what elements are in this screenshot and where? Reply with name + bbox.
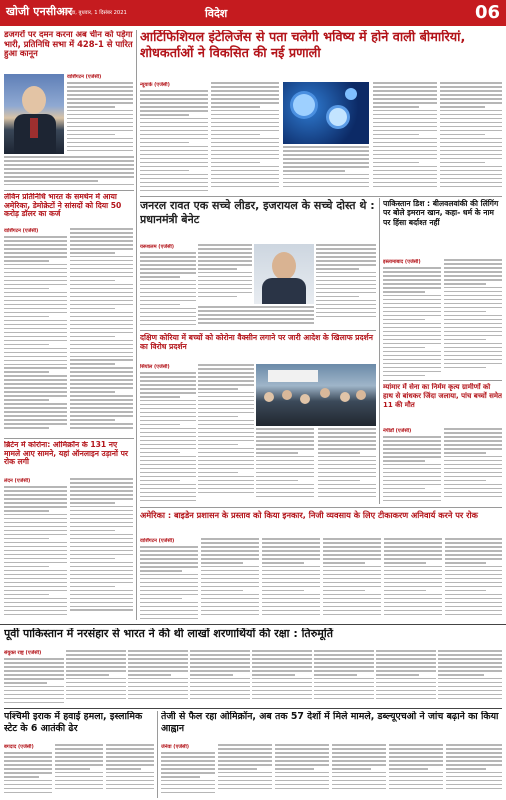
omicron-byline: जेनेवा (एजेंसी) [161, 744, 190, 750]
newspaper-logo: खोजी एनसीआर [6, 5, 73, 18]
dateline: नोएडा, बुधवार, 1 दिसंबर 2021 [64, 10, 127, 16]
left-low-headline: ब्रिटेन में कोरोना: ओमिक्रॉन के 131 नए मामले आए सामने, यहां ऑनलाइन उड़ानों पर रोक लगी [4, 441, 128, 467]
masthead [0, 0, 506, 26]
biden-photo [4, 74, 64, 154]
left-top-headline: डजगरों पर दमन करना अब चीन को पड़ेगा भारी, प्रतिनिधि सभा में 428-1 से पारित हुआ कानून [4, 30, 133, 59]
main-byline: न्यूयार्क (एजेंसी) [140, 82, 170, 88]
main-headline: आर्टिफिशियल इंटेलिजेंस से पता चलेगी भविष्य में होने वाली बीमारियां, शोधकर्ताओं ने विकसित की नई प्रणाली [140, 30, 466, 61]
us-byline: वाशिंगटन (एजेंसी) [140, 538, 175, 544]
bennett-photo [254, 244, 314, 304]
left-mid-byline: वाशिंगटन (एजेंसी) [4, 228, 39, 234]
pakistan-byline: इस्लामाबाद (एजेंसी) [383, 259, 421, 265]
korea-byline: सियोल (एजेंसी) [140, 364, 170, 370]
general-headline: जनरल रावत एक सच्चे लीडर, इजरायल के सच्चे दोस्त थे : प्रधानमंत्री बेनेट [140, 199, 375, 227]
left-mid-headline: लेविन प्रतिनिधि भारत के समर्थन में आया अमेरिका, डेमोक्रेटों ने सांसदों को दिया 50 करोड़ डॉलर का कर्ज [4, 193, 122, 219]
us-headline: अमेरिका : बाइडेन प्रशासन के प्रस्ताव को किया इनकार, निजी व्यवसाय के लिए टीकाकरण अनिवार्य करने पर रोक [140, 510, 478, 520]
korea-headline: दक्षिण कोरिया में बच्चों को कोरोना वैक्सीन लगाने पर जारी आदेश के खिलाफ प्रदर्शन का विरोध प्रदर्शन [140, 333, 373, 352]
virus-illustration [283, 82, 369, 144]
iraq-headline: पश्चिमी इराक में हवाई हमला, इस्लामिक स्टेट के 6 आतंकी ढेर [4, 711, 143, 735]
bangladesh-byline: संयुक्त राष्ट्र (एजेंसी) [4, 650, 42, 656]
iraq-byline: बगदाद (एजेंसी) [4, 744, 34, 750]
section-title: विदेश [205, 7, 228, 20]
left-top-byline: वाशिंगटन (एजेंसी) [67, 74, 102, 80]
korea-crowd-photo [256, 364, 376, 426]
general-byline: यरूशलम (एजेंसी) [140, 244, 175, 250]
bangladesh-headline: पूर्वी पाकिस्तान में नरसंहार से भारत ने की थी लाखों शरणार्थियों की रक्षा : तिरुमूर्ति [4, 628, 333, 640]
left-low-byline: लंदन (एजेंसी) [4, 478, 31, 484]
myanmar-headline: म्यांमार में सेना का निर्मम कृत्य ग्रामीणों को हाथ से बांधकर जिंदा जलाया, पांच बच्चों समेत 11 की मौत [383, 383, 502, 409]
pakistan-headline: पाकिस्तान डिश : बीलवलवांकी की लिंगिंग पर बोले इमरान खान, कहा- धर्म के नाम पर हिंसा बर्दाश्त नहीं [383, 199, 499, 227]
page-number: 06 [474, 2, 500, 23]
omicron-headline: तेजी से फैल रहा ओमिक्रॉन, अब तक 57 देशों में मिले मामले, डब्ल्यूएचओ ने जांच बढ़ाने का किया आह्वान [161, 711, 499, 735]
myanmar-byline: नेपीडॉ (एजेंसी) [383, 428, 412, 434]
